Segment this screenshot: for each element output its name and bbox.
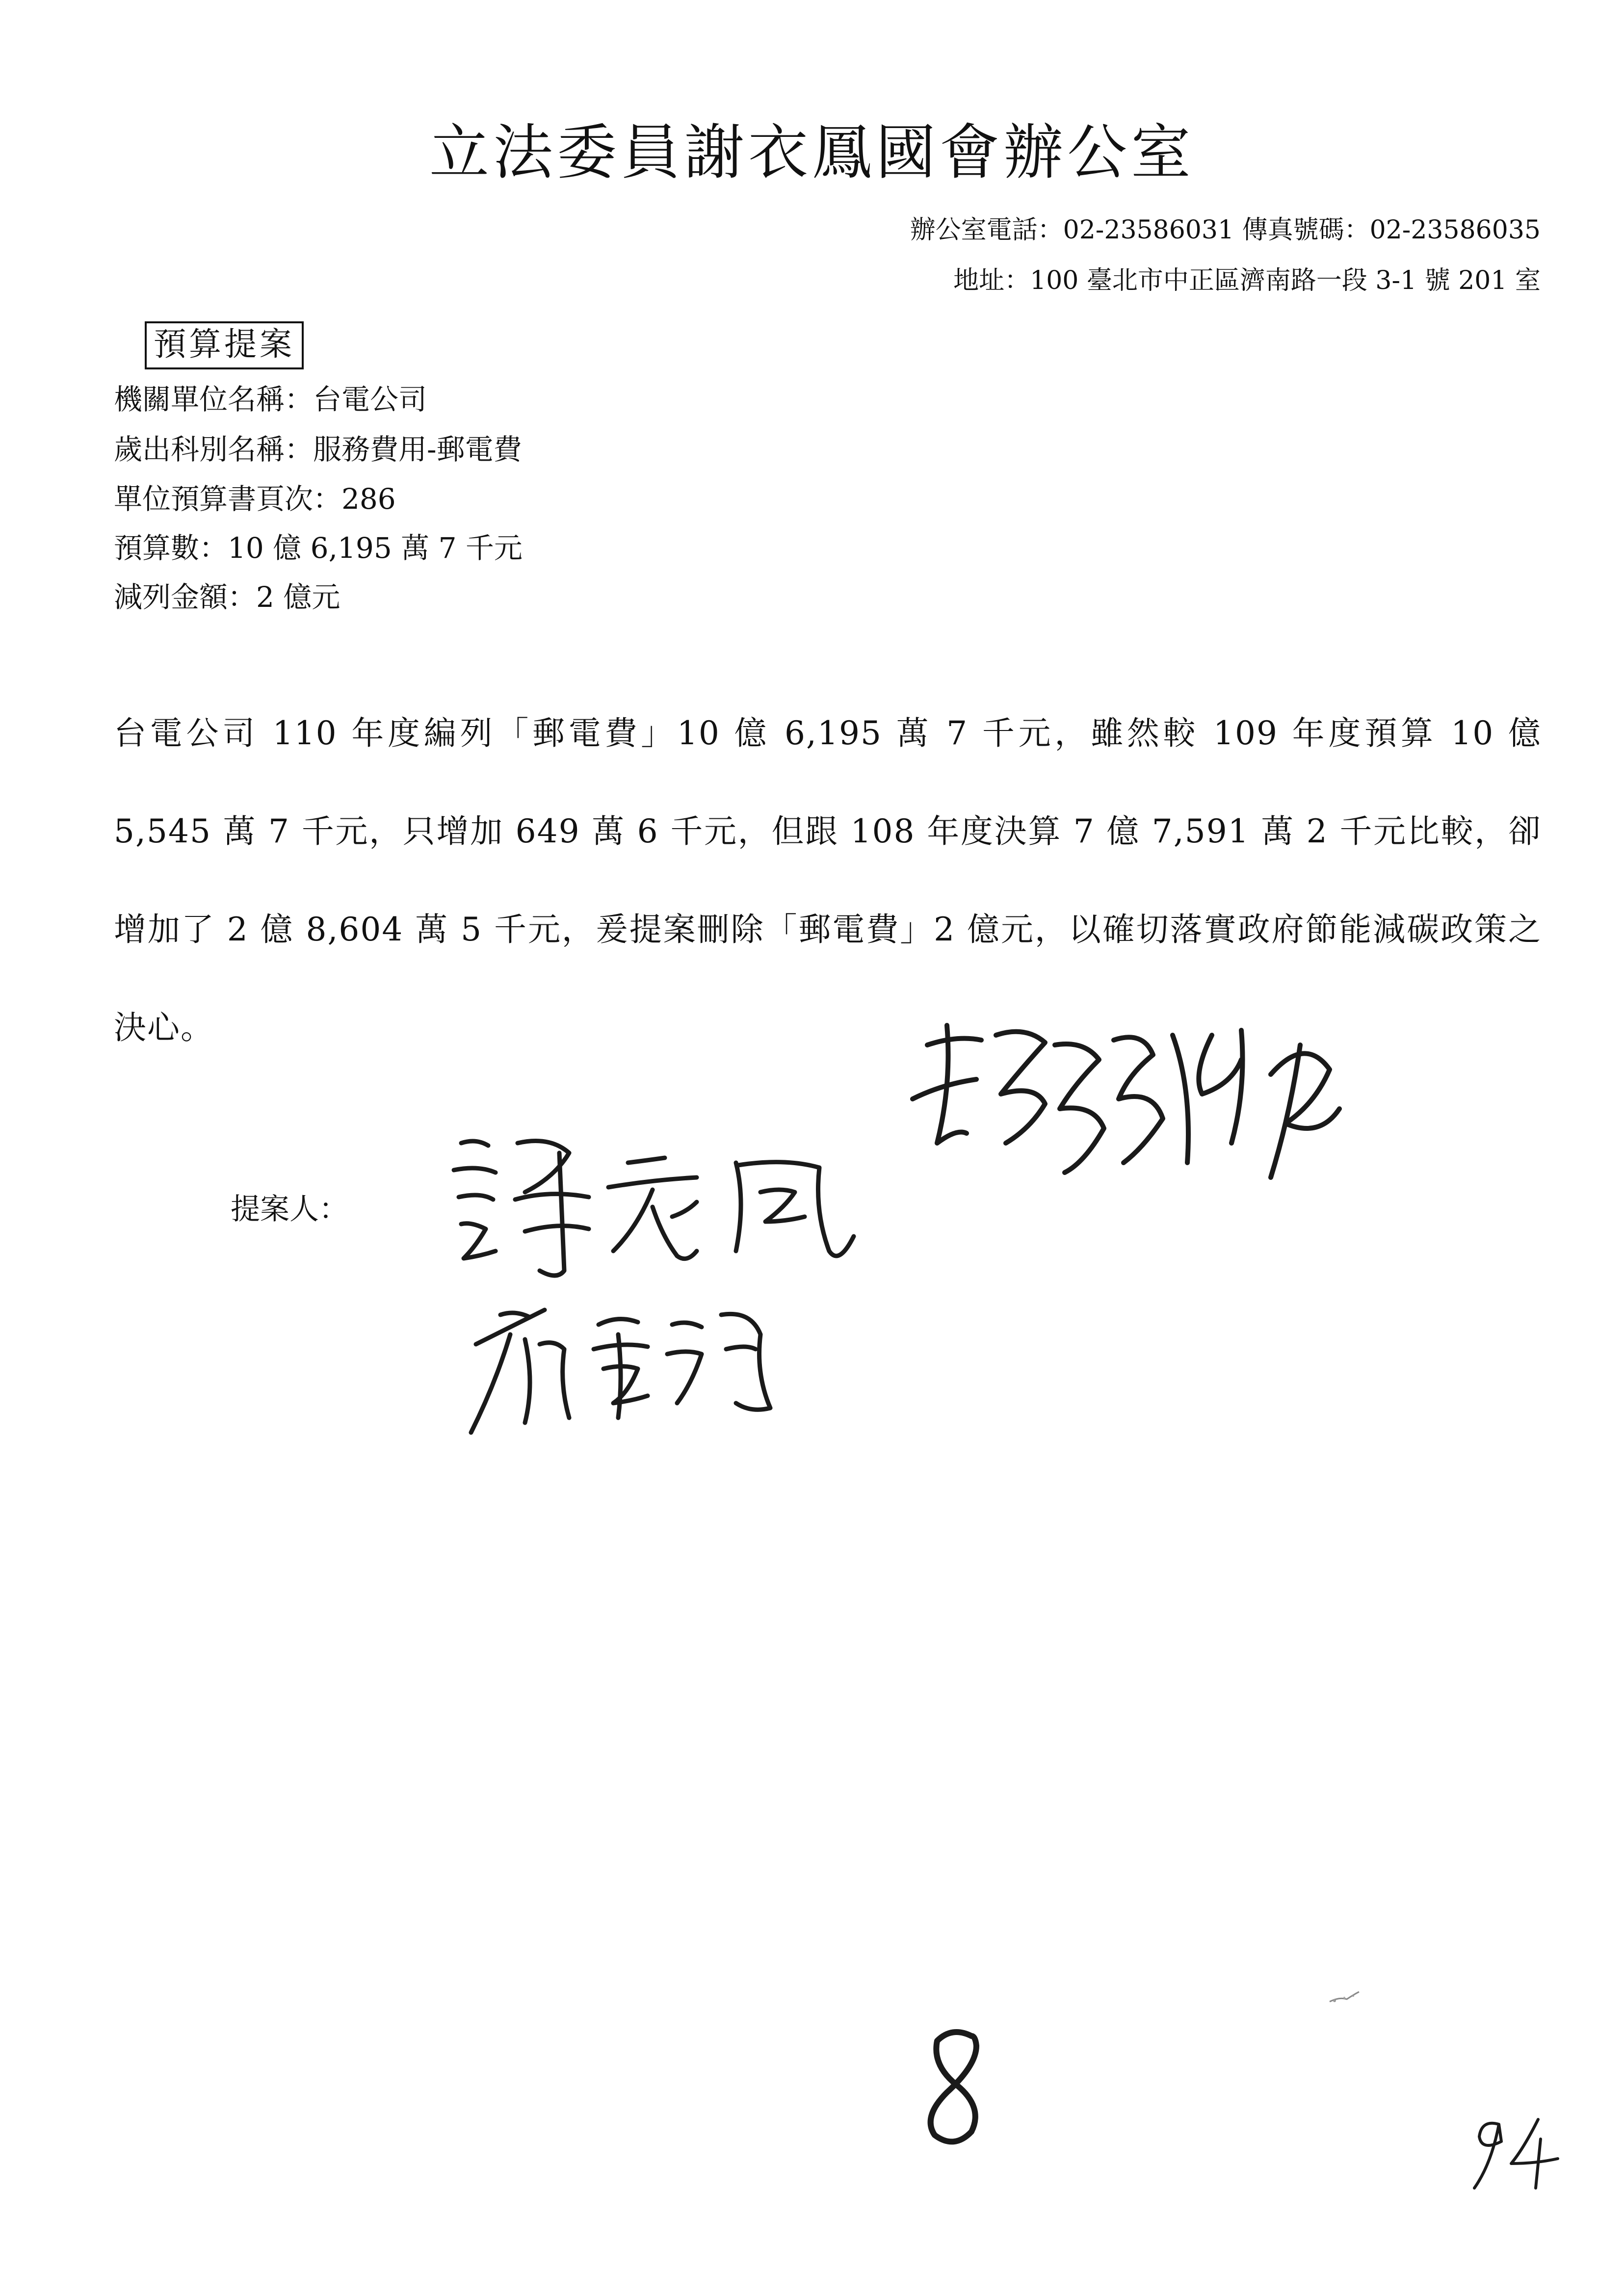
scan-smudge bbox=[1325, 1987, 1364, 2007]
budget-amount: 預算數：10 億 6,195 萬 7 千元 bbox=[114, 531, 523, 565]
handwritten-page-number bbox=[903, 2021, 1001, 2154]
proposal-body-text: 台電公司 110 年度編列「郵電費」10 億 6,195 萬 7 千元，雖然較 109 年度預算 10 億 5,545 萬 7 千元，只增加 649 萬 6 千元，但跟 108 年度決算 7 億 7,591 萬 2 千元比較，卻增加了 2 億 8,604 萬 5 千元，爰提案刪除「郵電費」2 億元，以確切落實政府節能減碳政策之決心。 bbox=[114, 714, 1542, 1046]
signature-2 bbox=[898, 1016, 1369, 1222]
handwritten-folio-number bbox=[1452, 2110, 1565, 2193]
expense-item-name: 歲出科別名稱：服務費用-郵電費 bbox=[114, 433, 522, 466]
office-phone-fax: 辦公室電話：02-23586031 傳真號碼：02-23586035 bbox=[910, 215, 1541, 245]
cut-amount: 減列金額：2 億元 bbox=[114, 580, 341, 614]
signature-3 bbox=[456, 1295, 800, 1452]
office-address: 地址：100 臺北市中正區濟南路一段 3-1 號 201 室 bbox=[953, 266, 1541, 295]
office-title: 立法委員謝衣鳳國會辦公室 bbox=[429, 118, 1195, 187]
budget-book-page: 單位預算書頁次：286 bbox=[114, 482, 396, 516]
proposal-type-box: 預算提案 bbox=[145, 321, 304, 369]
proposer-label: 提案人： bbox=[231, 1192, 348, 1226]
agency-name: 機關單位名稱：台電公司 bbox=[114, 383, 427, 416]
signature-xie-yi-feng bbox=[442, 1123, 883, 1290]
